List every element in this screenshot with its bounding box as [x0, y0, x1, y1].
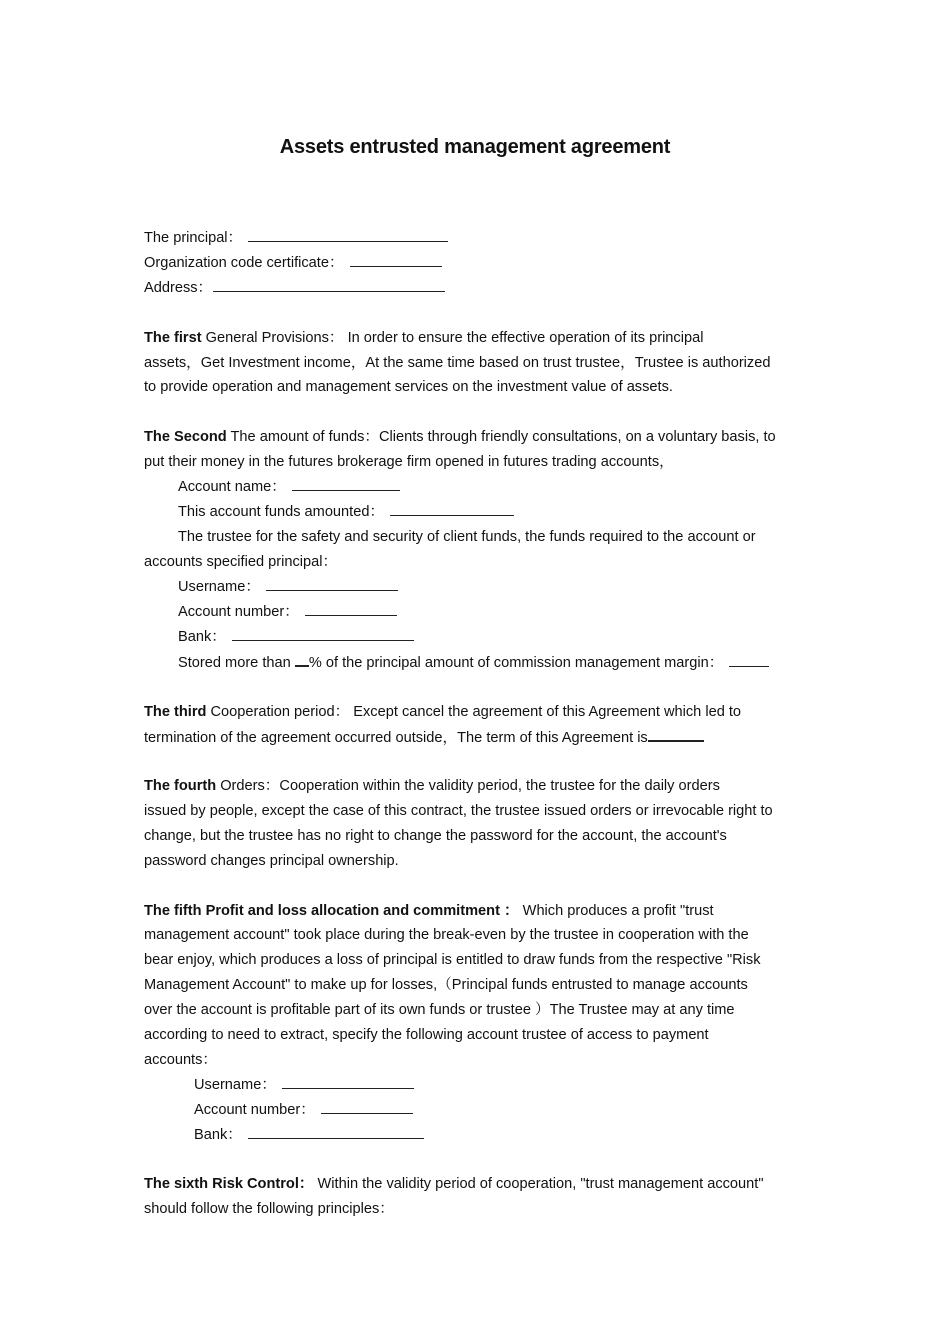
article-first-line-3: to provide operation and management services on the investment value of assets.: [144, 379, 673, 395]
bank-label: Bank：: [178, 629, 226, 645]
principal-label: The principal：: [144, 230, 243, 246]
stored-prefix: Stored more than: [178, 655, 295, 671]
payment-account-number-blank[interactable]: [321, 1098, 413, 1114]
article-fourth-line-1: [144, 774, 720, 799]
payment-account-number-field: [194, 1098, 413, 1123]
article-fifth-line-1: [144, 899, 714, 924]
article-text: Which produces a profit "trust: [518, 903, 714, 919]
org-code-label: Organization code certificate：: [144, 255, 344, 271]
username-field: [178, 575, 398, 600]
margin-blank[interactable]: [729, 651, 769, 667]
article-second-line-1: [144, 425, 776, 450]
funds-amount-label: This account funds amounted：: [178, 504, 385, 520]
article-text: Orders：Cooperation within the validity period, the trustee for the daily orders: [216, 778, 720, 794]
article-sixth-line-1: [144, 1172, 764, 1197]
bank-blank[interactable]: [232, 625, 414, 641]
article-text: Cooperation period： Except cancel the agreement of this Agreement which led to: [206, 704, 742, 720]
article-fourth-line-4: password changes principal ownership.: [144, 853, 399, 869]
article-fifth-line-3: bear enjoy, which produces a loss of principal is entitled to draw funds from the respective "Risk: [144, 952, 761, 968]
percent-blank[interactable]: [295, 650, 309, 667]
bank-field: [178, 625, 414, 650]
principal-blank[interactable]: [248, 226, 448, 242]
address-field: [144, 276, 445, 301]
document-title: Assets entrusted management agreement: [279, 136, 671, 158]
org-code-field: [144, 251, 442, 276]
payment-account-number-label: Account number：: [194, 1102, 315, 1118]
article-second-line-2: put their money in the futures brokerage firm opened in futures trading accounts，: [144, 454, 674, 470]
account-name-field: [178, 475, 400, 500]
payment-username-blank[interactable]: [282, 1073, 414, 1089]
trustee-line-2: accounts specified principal：: [144, 554, 338, 570]
username-label: Username：: [178, 579, 260, 595]
article-text: termination of the agreement occurred outside，The term of this Agreement is: [144, 730, 648, 746]
article-text: General Provisions： In order to ensure the effective operation of its principal: [201, 330, 704, 346]
article-third-line-1: [144, 700, 741, 725]
article-text: Within the validity period of cooperation, "trust management account": [313, 1176, 764, 1192]
payment-bank-label: Bank：: [194, 1127, 242, 1143]
account-number-label: Account number：: [178, 604, 299, 620]
article-second-heading: The Second: [144, 429, 227, 445]
account-number-blank[interactable]: [305, 600, 397, 616]
username-blank[interactable]: [266, 575, 398, 591]
article-first-heading: The first: [144, 330, 202, 346]
article-fourth-line-2: issued by people, except the case of this contract, the trustee issued orders or irrevocable right to: [144, 803, 773, 819]
article-fifth-line-2: management account" took place during the break-even by the trustee in cooperation with the: [144, 927, 749, 943]
payment-bank-field: [194, 1123, 424, 1148]
stored-suffix: % of the principal amount of commission management margin：: [308, 655, 724, 671]
payment-username-field: [194, 1073, 414, 1098]
article-fifth-line-5: over the account is profitable part of its own funds or trustee ）The Trustee may at any time: [144, 1002, 735, 1018]
trustee-line-1: The trustee for the safety and security of client funds, the funds required to the account or: [178, 529, 756, 545]
account-number-field: [178, 600, 397, 625]
article-fourth-heading: The fourth: [144, 778, 217, 794]
payment-bank-blank[interactable]: [248, 1123, 424, 1139]
org-code-blank[interactable]: [350, 251, 442, 267]
address-label: Address：: [144, 280, 213, 296]
stored-margin-field: [178, 650, 769, 676]
article-fifth-line-7: accounts：: [144, 1052, 218, 1068]
article-third-heading: The third: [144, 704, 207, 720]
article-sixth-line-2: should follow the following principles：: [144, 1201, 394, 1217]
funds-amount-field: [178, 500, 514, 525]
term-blank[interactable]: [648, 725, 704, 742]
address-blank[interactable]: [213, 276, 445, 292]
account-name-label: Account name：: [178, 479, 286, 495]
article-text: The amount of funds：Clients through friendly consultations, on a voluntary basis, to: [226, 429, 776, 445]
payment-username-label: Username：: [194, 1077, 276, 1093]
article-first-line-2: assets，Get Investment income，At the same time based on trust trustee，Trustee is authorized: [144, 355, 771, 371]
article-third-line-2: [144, 725, 704, 751]
article-fifth-heading: The fifth Profit and loss allocation and commitment ：: [144, 903, 519, 919]
article-fifth-line-4: Management Account" to make up for losses,（Principal funds entrusted to manage accounts: [144, 977, 748, 993]
funds-amount-blank[interactable]: [390, 500, 514, 516]
article-fifth-line-6: according to need to extract, specify the following account trustee of access to payment: [144, 1027, 709, 1043]
account-name-blank[interactable]: [292, 475, 400, 491]
principal-field: [144, 226, 448, 251]
article-fourth-line-3: change, but the trustee has no right to change the password for the account, the account's: [144, 828, 727, 844]
article-sixth-heading: The sixth Risk Control：: [144, 1176, 314, 1192]
article-first-line-1: [144, 326, 703, 351]
